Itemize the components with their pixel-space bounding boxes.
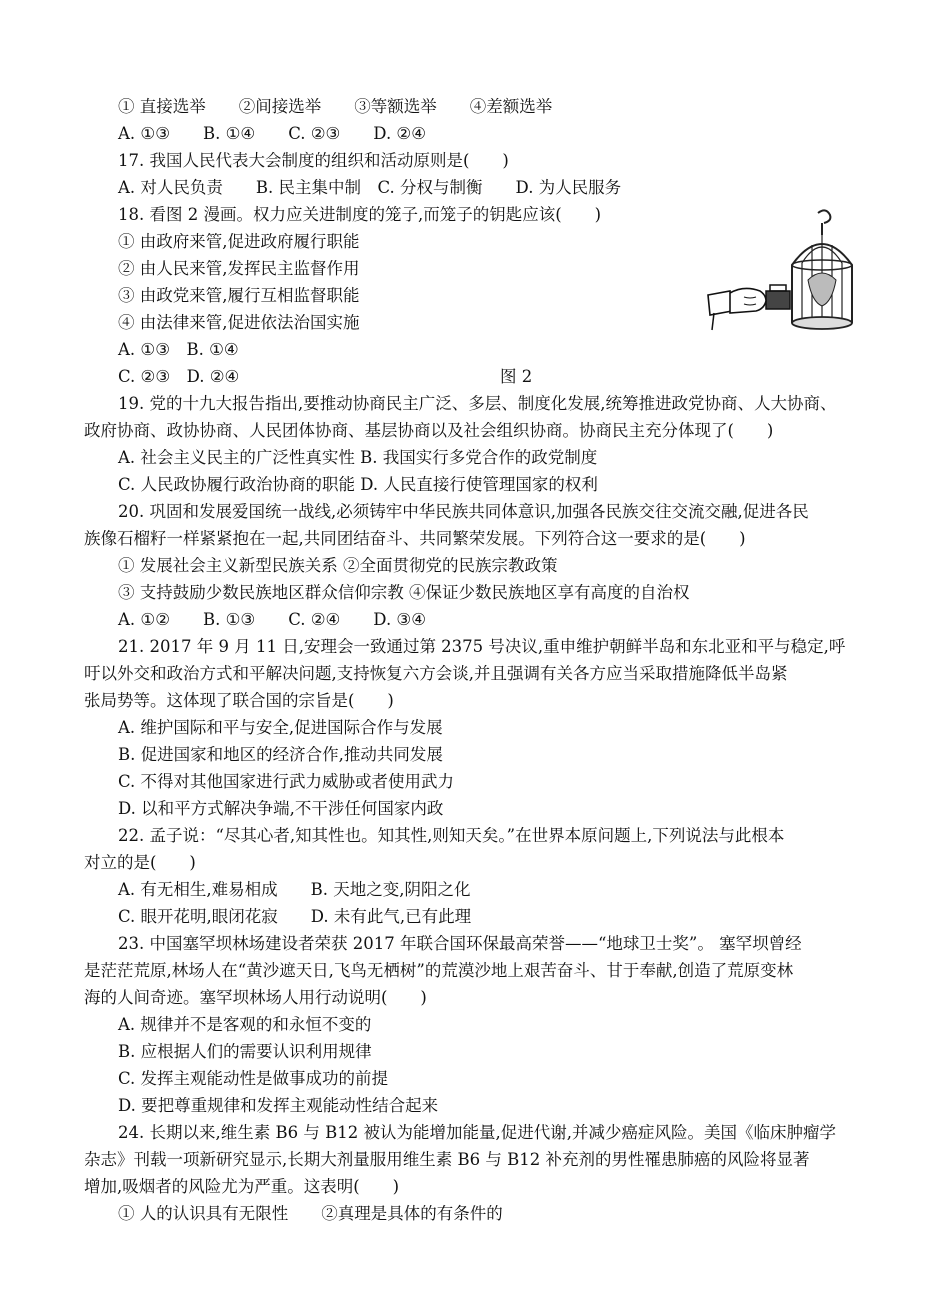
q18-option-2: ② 由人民来管,发挥民主监督作用: [118, 259, 360, 278]
q21-stem-line3: 张局势等。这体现了联合国的宗旨是( ): [84, 691, 394, 710]
q23-option-d: D. 要把尊重规律和发挥主观能动性结合起来: [118, 1096, 439, 1115]
q21-stem-line2: 吁以外交和政治方式和平解决问题,支持恢复六方会谈,并且强调有关各方应当采取措施降低半岛紧: [84, 664, 788, 683]
q20-stem-line2: 族像石榴籽一样紧紧抱在一起,共同团结奋斗、共同繁荣发展。下列符合这一要求的是( ): [84, 529, 746, 548]
figure-caption: 图 2: [500, 367, 533, 386]
q21-option-c: C. 不得对其他国家进行武力威胁或者使用武力: [118, 772, 455, 791]
q24-stem-line2: 杂志》刊载一项新研究显示,长期大剂量服用维生素 B6 与 B12 补充剂的男性罹患肺癌的风险将显著: [84, 1150, 810, 1169]
q21-option-b: B. 促进国家和地区的经济合作,推动共同发展: [118, 745, 443, 764]
q18-option-3: ③ 由政党来管,履行互相监督职能: [118, 286, 360, 305]
q22-options-cd: C. 眼开花明,眼闭花寂 D. 未有此气,已有此理: [118, 907, 472, 926]
q18-answers-cd: C. ②③ D. ②④: [118, 367, 240, 386]
q21-option-d: D. 以和平方式解决争端,不干涉任何国家内政: [118, 799, 444, 818]
caged-power-cartoon-figure: [700, 205, 860, 340]
q20-options-34: ③ 支持鼓励少数民族地区群众信仰宗教 ④保证少数民族地区享有高度的自治权: [118, 583, 690, 602]
q18-answers-ab: A. ①③ B. ①④: [118, 340, 239, 359]
q19-options-cd: C. 人民政协履行政治协商的职能 D. 人民直接行使管理国家的权利: [118, 475, 598, 494]
q19-options-ab: A. 社会主义民主的广泛性真实性 B. 我国实行多党合作的政党制度: [118, 448, 598, 467]
q23-stem-line1: 23. 中国塞罕坝林场建设者荣获 2017 年联合国环保最高荣誉——“地球卫士奖”。 塞罕坝曾经: [118, 934, 802, 953]
q17-stem: 17. 我国人民代表大会制度的组织和活动原则是( ): [118, 151, 509, 170]
q23-stem-line2: 是茫茫荒原,林场人在“黄沙遮天日,飞鸟无栖树”的荒漠沙地上艰苦奋斗、甘于奉献,创造了荒原变林: [84, 961, 794, 980]
q23-option-c: C. 发挥主观能动性是做事成功的前提: [118, 1069, 389, 1088]
q20-stem-line1: 20. 巩固和发展爱国统一战线,必须铸牢中华民族共同体意识,加强各民族交往交流交融,促进各民: [118, 502, 809, 521]
q23-option-a: A. 规律并不是客观的和永恒不变的: [118, 1015, 372, 1034]
q19-stem-line2: 政府协商、政协协商、人民团体协商、基层协商以及社会组织协商。协商民主充分体现了( ): [84, 421, 774, 440]
q19-stem-line1: 19. 党的十九大报告指出,要推动协商民主广泛、多层、制度化发展,统筹推进政党协商、人大协商、: [118, 394, 837, 413]
q23-option-b: B. 应根据人们的需要认识利用规律: [118, 1042, 372, 1061]
q23-stem-line3: 海的人间奇迹。塞罕坝林场人用行动说明( ): [84, 988, 427, 1007]
q24-stem-line1: 24. 长期以来,维生素 B6 与 B12 被认为能增加能量,促进代谢,并减少癌症风险。美国《临床肿瘤学: [118, 1123, 836, 1142]
q22-stem-line2: 对立的是( ): [84, 853, 196, 872]
q21-option-a: A. 维护国际和平与安全,促进国际合作与发展: [118, 718, 443, 737]
q16-options-line: ① 直接选举 ②间接选举 ③等额选举 ④差额选举: [118, 97, 553, 116]
q17-options: A. 对人民负责 B. 民主集中制 C. 分权与制衡 D. 为人民服务: [118, 178, 622, 197]
q18-option-1: ① 由政府来管,促进政府履行职能: [118, 232, 360, 251]
q16-answers: A. ①③ B. ①④ C. ②③ D. ②④: [118, 124, 427, 143]
q20-options-12: ① 发展社会主义新型民族关系 ②全面贯彻党的民族宗教政策: [118, 556, 558, 575]
q22-stem-line1: 22. 孟子说：“尽其心者,知其性也。知其性,则知天矣。”在世界本原问题上,下列说法与此根本: [118, 826, 785, 845]
q20-answers: A. ①② B. ①③ C. ②④ D. ③④: [118, 610, 427, 629]
q18-stem: 18. 看图 2 漫画。权力应关进制度的笼子,而笼子的钥匙应该( ): [118, 205, 602, 224]
q22-options-ab: A. 有无相生,难易相成 B. 天地之变,阴阳之化: [118, 880, 471, 899]
q21-stem-line1: 21. 2017 年 9 月 11 日,安理会一致通过第 2375 号决议,重申维护朝鲜半岛和东北亚和平与稳定,呼: [118, 637, 846, 656]
q24-options-12: ① 人的认识具有无限性 ②真理是具体的有条件的: [118, 1204, 503, 1223]
q24-stem-line3: 增加,吸烟者的风险尤为严重。这表明( ): [84, 1177, 400, 1196]
q18-option-4: ④ 由法律来管,促进依法治国实施: [118, 313, 360, 332]
